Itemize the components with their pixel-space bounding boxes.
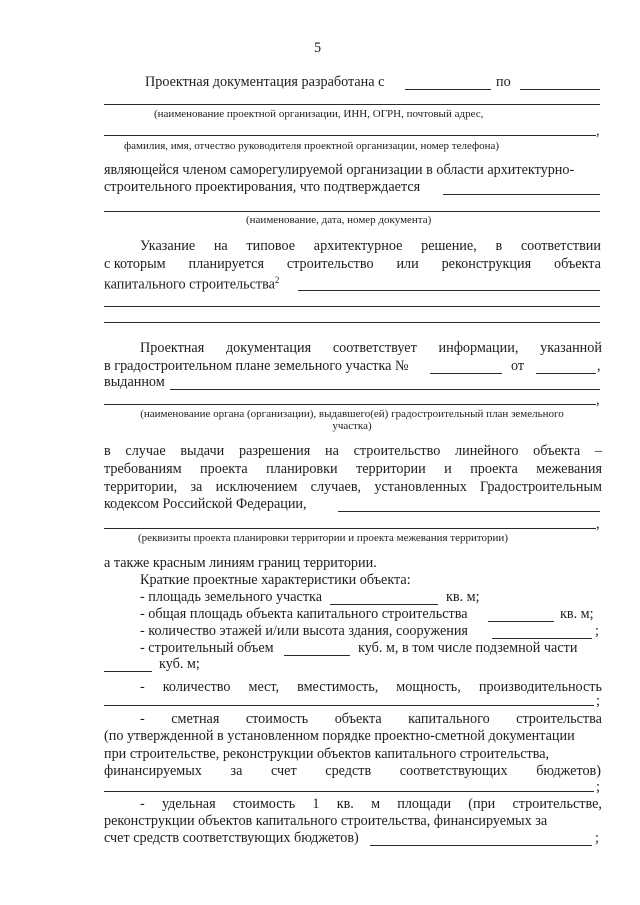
comma-3: , [596, 392, 600, 408]
floors-label: - количество этажей и/или высота здания, сооружения [140, 623, 468, 639]
unit-cost-field [370, 845, 592, 846]
caption-organ-1: (наименование органа (организации), выдавшего(ей) градостроительный план земельного [140, 408, 564, 420]
sro-doc-field [443, 194, 600, 195]
gpzu-line-1: Проектная документация соответствует информации, указанной [140, 340, 602, 356]
linear-line-1: в случае выдачи разрешения на строительство линейного объекта – [104, 443, 602, 459]
comma-4: , [596, 516, 600, 532]
org-head-line [104, 135, 596, 136]
gpzu-line-3: выданном [104, 374, 165, 390]
unit-cost-line-1: - удельная стоимость 1 кв. м площади (при строительстве, [140, 796, 602, 812]
linear-field-1 [338, 511, 600, 512]
caption-doc: (наименование, дата, номер документа) [246, 214, 432, 226]
caption-rekv: (реквизиты проекта планировки территории и проекта межевания территории) [138, 532, 508, 544]
gpzu-ot-text: от [511, 358, 525, 374]
typical-line-3: капитального строительства$^2$ [104, 275, 280, 293]
volume-unit: куб. м; [159, 656, 200, 672]
volume-label: - строительный объем [140, 640, 274, 656]
comma-1: , [596, 123, 600, 139]
area-total-field [488, 621, 554, 622]
caption-org: (наименование проектной организации, ИНН, ОГРН, почтовый адрес, [154, 108, 484, 120]
typical-line-2: с которым планируется строительство или реконструкция объекта [104, 256, 601, 272]
cost-line-3: при строительстве, реконструкции объектов капитального строительства, [104, 746, 550, 762]
linear-line-4: кодексом Российской Федерации, [104, 496, 307, 512]
area-land-unit: кв. м; [446, 589, 480, 605]
semicolon-3: ; [596, 779, 600, 795]
linear-line-2: требованиям проекта планировки территории и проекта межевания [104, 461, 602, 477]
linear-line-3: территории, за исключением случаев, установленных Градостроительным [104, 479, 602, 495]
page-number: 5 [314, 40, 322, 56]
typical-line-1: Указание на типовое архитектурное решение, в соответствии [140, 238, 601, 254]
capacity-line: - количество мест, вместимость, мощность, производительность [140, 679, 602, 695]
gpzu-number-field [430, 373, 502, 374]
caption-organ-2: участка) [332, 420, 372, 432]
capacity-field [104, 705, 594, 706]
area-total-unit: кв. м; [560, 606, 594, 622]
date-to-field [520, 89, 600, 90]
sro-line-2: строительного проектирования, что подтверждается [104, 179, 421, 195]
area-total-label: - общая площадь объекта капитального строительства [140, 606, 468, 622]
cost-line-1: - сметная стоимость объекта капитального строительства [140, 711, 602, 727]
org-name-line [104, 104, 600, 105]
caption-head: фамилия, имя, отчество руководителя проектной организации, номер телефона) [124, 140, 500, 152]
floors-field [492, 638, 592, 639]
intro-po-text: по [496, 74, 511, 90]
area-land-field [330, 604, 438, 605]
date-from-field [405, 89, 491, 90]
volume-field [284, 655, 350, 656]
cost-line-4: финансируемых за счет средств соответствующих бюджетов) [104, 763, 601, 779]
gpzu-issued-field [170, 389, 600, 390]
gpzu-organ-line [104, 404, 596, 405]
semicolon-4: ; [595, 830, 599, 846]
unit-cost-line-3: счет средств соответствующих бюджетов) [104, 830, 359, 846]
volume-underground-field [104, 671, 152, 672]
intro-text: Проектная документация разработана с [145, 74, 385, 90]
gpzu-line-2: в градостроительном плане земельного участка № [104, 358, 409, 374]
semicolon-2: ; [596, 693, 600, 709]
footnote-mark: 2 [274, 275, 280, 285]
rekv-line [104, 528, 596, 529]
comma-2: , [597, 358, 601, 374]
cost-field [104, 791, 594, 792]
brief-heading: Краткие проектные характеристики объекта: [140, 572, 411, 588]
gpzu-date-field [536, 373, 596, 374]
typical-field-3 [104, 322, 600, 323]
typical-field-2 [104, 306, 600, 307]
typical-field-1 [298, 290, 600, 291]
unit-cost-line-2: реконструкции объектов капитального строительства, финансируемых за [104, 813, 548, 829]
cost-line-2: (по утвержденной в установленном порядке проектно-сметной документации [104, 728, 575, 744]
volume-mid-text: куб. м, в том числе подземной части [358, 640, 578, 656]
sro-line-1: являющейся членом саморегулируемой организации в области архитектурно- [104, 162, 575, 178]
semicolon-1: ; [595, 623, 599, 639]
red-lines-text: а также красным линиям границ территории. [104, 555, 377, 571]
sro-doc-line [104, 211, 600, 212]
area-land-label: - площадь земельного участка [140, 589, 323, 605]
